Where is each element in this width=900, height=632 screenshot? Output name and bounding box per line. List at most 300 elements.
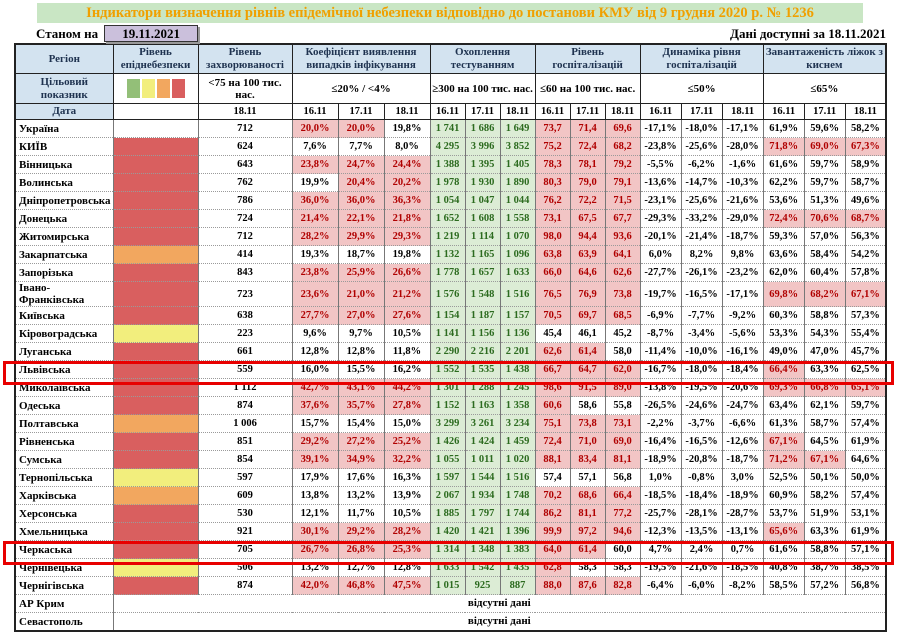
testing-cell: 2 201 <box>500 343 535 361</box>
hosp-dynamics-cell: -19,5% <box>640 559 681 577</box>
hospitalization-cell: 94,6 <box>605 523 640 541</box>
hospitalization-cell: 46,1 <box>570 325 605 343</box>
testing-cell: 1 011 <box>465 451 500 469</box>
detection-cell: 27,6% <box>384 307 430 325</box>
region-name: Кіровоградська <box>15 325 113 343</box>
oxygen-beds-cell: 61,9% <box>845 523 886 541</box>
table-row <box>15 415 886 433</box>
oxygen-beds-cell: 69,0% <box>804 138 845 156</box>
hospitalization-cell: 79,1 <box>605 174 640 192</box>
detection-cell: 34,9% <box>338 451 384 469</box>
hospitalization-cell: 67,5 <box>570 210 605 228</box>
oxygen-beds-cell: 53,1% <box>845 505 886 523</box>
hosp-dynamics-cell: -13,8% <box>640 379 681 397</box>
testing-cell: 2 067 <box>430 487 465 505</box>
testing-cell: 1 301 <box>430 379 465 397</box>
oxygen-beds-cell: 40,8% <box>763 559 804 577</box>
hosp-dynamics-cell: -6,0% <box>681 577 722 595</box>
oxygen-beds-cell: 63,6% <box>763 246 804 264</box>
hosp-dynamics-cell: -24,6% <box>681 397 722 415</box>
testing-cell: 1 608 <box>465 210 500 228</box>
detection-cell: 27,2% <box>338 433 384 451</box>
date-cell: 18.11 <box>605 104 640 120</box>
oxygen-beds-cell: 50,1% <box>804 469 845 487</box>
detection-cell: 12,8% <box>384 559 430 577</box>
region-name: Чернігівська <box>15 577 113 595</box>
hosp-dynamics-cell: -11,4% <box>640 343 681 361</box>
table-row <box>15 595 886 613</box>
testing-cell: 887 <box>500 577 535 595</box>
oxygen-beds-cell: 56,8% <box>845 577 886 595</box>
hospitalization-cell: 79,0 <box>570 174 605 192</box>
target-hosp-dynamics: ≤50% <box>640 74 763 104</box>
testing-cell: 1 163 <box>465 397 500 415</box>
oxygen-beds-cell: 50,0% <box>845 469 886 487</box>
testing-cell: 1 424 <box>465 433 500 451</box>
oxygen-beds-cell: 60,9% <box>763 487 804 505</box>
incidence-cell: 643 <box>198 156 292 174</box>
hosp-dynamics-cell: 0,7% <box>722 541 763 559</box>
table-row <box>15 138 886 156</box>
table-row <box>15 156 886 174</box>
danger-level-legend <box>113 74 198 104</box>
col-header-oxygen-beds: Завантаженість ліжок з киснем <box>763 44 886 74</box>
testing-cell: 1 930 <box>465 174 500 192</box>
hosp-dynamics-cell: 6,0% <box>640 246 681 264</box>
hospitalization-cell: 72,4 <box>570 138 605 156</box>
region-name: Одеська <box>15 397 113 415</box>
hospitalization-cell: 73,8 <box>570 415 605 433</box>
region-name: Черкаська <box>15 541 113 559</box>
date-cell-empty <box>113 104 198 120</box>
hospitalization-cell: 97,2 <box>570 523 605 541</box>
hosp-dynamics-cell: -18,4% <box>681 487 722 505</box>
hosp-dynamics-cell: 3,0% <box>722 469 763 487</box>
hosp-dynamics-cell: -21,6% <box>681 559 722 577</box>
testing-cell: 1 744 <box>500 505 535 523</box>
detection-cell: 20,4% <box>338 174 384 192</box>
detection-cell: 27,0% <box>338 307 384 325</box>
hosp-dynamics-cell: -14,7% <box>681 174 722 192</box>
danger-level-indicator <box>113 415 198 433</box>
date-cell: 17.11 <box>681 104 722 120</box>
hospitalization-cell: 58,3 <box>605 559 640 577</box>
table-row <box>15 577 886 595</box>
incidence-cell: 723 <box>198 282 292 307</box>
oxygen-beds-cell: 62,1% <box>804 397 845 415</box>
no-data-cell: відсутні дані <box>113 613 886 632</box>
hospitalization-cell: 94,4 <box>570 228 605 246</box>
incidence-cell: 414 <box>198 246 292 264</box>
testing-cell: 1 132 <box>430 246 465 264</box>
incidence-cell: 624 <box>198 138 292 156</box>
testing-cell: 1 157 <box>500 307 535 325</box>
page-title: Індикатори визначення рівнів епідемічної небезпеки відповідно до постанови КМУ від 9 грудня 2020 р. № 1236 <box>37 3 863 23</box>
table-row <box>15 451 886 469</box>
testing-cell: 1 748 <box>500 487 535 505</box>
no-data-cell: відсутні дані <box>113 595 886 613</box>
testing-cell: 1 597 <box>430 469 465 487</box>
hosp-dynamics-cell: -16,5% <box>681 433 722 451</box>
hospitalization-cell: 70,5 <box>535 307 570 325</box>
detection-cell: 7,7% <box>338 138 384 156</box>
hosp-dynamics-cell: -10,3% <box>722 174 763 192</box>
incidence-cell: 854 <box>198 451 292 469</box>
hosp-dynamics-cell: -25,6% <box>681 138 722 156</box>
danger-level-indicator <box>113 541 198 559</box>
hosp-dynamics-cell: -16,5% <box>681 282 722 307</box>
hospitalization-cell: 45,4 <box>535 325 570 343</box>
oxygen-beds-cell: 56,3% <box>845 228 886 246</box>
oxygen-beds-cell: 57,2% <box>804 577 845 595</box>
hospitalization-cell: 58,6 <box>570 397 605 415</box>
region-name: Миколаївська <box>15 379 113 397</box>
hospitalization-cell: 71,4 <box>570 120 605 138</box>
detection-cell: 13,2% <box>292 559 338 577</box>
hospitalization-cell: 69,7 <box>570 307 605 325</box>
detection-cell: 22,1% <box>338 210 384 228</box>
hospitalization-cell: 81,1 <box>570 505 605 523</box>
detection-cell: 23,6% <box>292 282 338 307</box>
danger-level-indicator <box>113 282 198 307</box>
oxygen-beds-cell: 49,0% <box>763 343 804 361</box>
incidence-cell: 843 <box>198 264 292 282</box>
oxygen-beds-cell: 54,2% <box>845 246 886 264</box>
hospitalization-cell: 75,2 <box>535 138 570 156</box>
hospitalization-cell: 55,8 <box>605 397 640 415</box>
hosp-dynamics-cell: -29,3% <box>640 210 681 228</box>
testing-cell: 1 096 <box>500 246 535 264</box>
testing-cell: 1 426 <box>430 433 465 451</box>
region-name: Чернівецька <box>15 559 113 577</box>
target-hospitalization: ≤60 на 100 тис. нас. <box>535 74 640 104</box>
detection-cell: 11,8% <box>384 343 430 361</box>
detection-cell: 24,7% <box>338 156 384 174</box>
hosp-dynamics-cell: -25,7% <box>640 505 681 523</box>
hospitalization-cell: 66,0 <box>535 264 570 282</box>
date-cell: 17.11 <box>465 104 500 120</box>
hosp-dynamics-cell: -6,4% <box>640 577 681 595</box>
col-header-testing: Охоплення тестуванням <box>430 44 535 74</box>
detection-cell: 15,0% <box>384 415 430 433</box>
oxygen-beds-cell: 59,3% <box>763 228 804 246</box>
detection-cell: 37,6% <box>292 397 338 415</box>
testing-cell: 1 934 <box>465 487 500 505</box>
hosp-dynamics-cell: -20,1% <box>640 228 681 246</box>
testing-cell: 1 152 <box>430 397 465 415</box>
testing-cell: 3 852 <box>500 138 535 156</box>
oxygen-beds-cell: 58,5% <box>763 577 804 595</box>
hosp-dynamics-cell: -27,7% <box>640 264 681 282</box>
testing-cell: 1 136 <box>500 325 535 343</box>
incidence-cell: 705 <box>198 541 292 559</box>
hosp-dynamics-cell: -12,6% <box>722 433 763 451</box>
hospitalization-cell: 56,8 <box>605 469 640 487</box>
detection-cell: 9,7% <box>338 325 384 343</box>
testing-cell: 1 544 <box>465 469 500 487</box>
danger-level-indicator <box>113 325 198 343</box>
testing-cell: 1 552 <box>430 361 465 379</box>
table-row <box>15 192 886 210</box>
region-name: Харківська <box>15 487 113 505</box>
oxygen-beds-cell: 64,6% <box>845 451 886 469</box>
detection-cell: 29,9% <box>338 228 384 246</box>
hosp-dynamics-cell: 8,2% <box>681 246 722 264</box>
hospitalization-cell: 61,4 <box>570 541 605 559</box>
hospitalization-cell: 71,5 <box>605 192 640 210</box>
detection-cell: 7,6% <box>292 138 338 156</box>
region-name: Житомирська <box>15 228 113 246</box>
date-row-label: Дата <box>15 104 113 120</box>
incidence-cell: 559 <box>198 361 292 379</box>
oxygen-beds-cell: 61,9% <box>845 433 886 451</box>
table-row <box>15 505 886 523</box>
detection-cell: 21,0% <box>338 282 384 307</box>
table-row <box>15 246 886 264</box>
hospitalization-cell: 68,5 <box>605 307 640 325</box>
incidence-cell: 1 006 <box>198 415 292 433</box>
region-name: Тернопільська <box>15 469 113 487</box>
oxygen-beds-cell: 62,5% <box>845 361 886 379</box>
danger-level-indicator <box>113 307 198 325</box>
oxygen-beds-cell: 69,8% <box>763 282 804 307</box>
detection-cell: 27,7% <box>292 307 338 325</box>
oxygen-beds-cell: 72,4% <box>763 210 804 228</box>
testing-cell: 1 219 <box>430 228 465 246</box>
date-cell: 18.11 <box>198 104 292 120</box>
hospitalization-cell: 88,0 <box>535 577 570 595</box>
hospitalization-cell: 61,4 <box>570 343 605 361</box>
testing-cell: 1 438 <box>500 361 535 379</box>
region-name: Україна <box>15 120 113 138</box>
hosp-dynamics-cell: -19,7% <box>640 282 681 307</box>
oxygen-beds-cell: 62,2% <box>763 174 804 192</box>
group-header-row <box>15 44 886 74</box>
oxygen-beds-cell: 38,7% <box>804 559 845 577</box>
detection-cell: 16,0% <box>292 361 338 379</box>
region-name: Волинська <box>15 174 113 192</box>
hospitalization-cell: 78,3 <box>535 156 570 174</box>
danger-level-indicator <box>113 228 198 246</box>
date-row <box>15 104 886 120</box>
hosp-dynamics-cell: -18,7% <box>722 228 763 246</box>
hosp-dynamics-cell: -19,5% <box>681 379 722 397</box>
hosp-dynamics-cell: -28,7% <box>722 505 763 523</box>
hosp-dynamics-cell: -33,2% <box>681 210 722 228</box>
table-row <box>15 361 886 379</box>
hosp-dynamics-cell: -18,9% <box>640 451 681 469</box>
hosp-dynamics-cell: -5,6% <box>722 325 763 343</box>
incidence-cell: 712 <box>198 120 292 138</box>
hosp-dynamics-cell: -7,7% <box>681 307 722 325</box>
detection-cell: 28,2% <box>384 523 430 541</box>
danger-level-indicator <box>113 174 198 192</box>
hosp-dynamics-cell: 9,8% <box>722 246 763 264</box>
testing-cell: 1 358 <box>500 397 535 415</box>
oxygen-beds-cell: 63,3% <box>804 361 845 379</box>
detection-cell: 9,6% <box>292 325 338 343</box>
danger-level-indicator <box>113 343 198 361</box>
testing-cell: 1 015 <box>430 577 465 595</box>
oxygen-beds-cell: 71,2% <box>763 451 804 469</box>
testing-cell: 1 885 <box>430 505 465 523</box>
detection-cell: 16,2% <box>384 361 430 379</box>
danger-level-indicator <box>113 469 198 487</box>
danger-level-indicator <box>113 451 198 469</box>
detection-cell: 30,1% <box>292 523 338 541</box>
testing-cell: 1 383 <box>500 541 535 559</box>
incidence-cell: 223 <box>198 325 292 343</box>
detection-cell: 18,7% <box>338 246 384 264</box>
testing-cell: 1 778 <box>430 264 465 282</box>
oxygen-beds-cell: 67,3% <box>845 138 886 156</box>
table-row <box>15 264 886 282</box>
region-name: Запорізька <box>15 264 113 282</box>
detection-cell: 29,3% <box>384 228 430 246</box>
region-name: Сумська <box>15 451 113 469</box>
table-row <box>15 433 886 451</box>
hosp-dynamics-cell: -3,7% <box>681 415 722 433</box>
testing-cell: 3 299 <box>430 415 465 433</box>
incidence-cell: 506 <box>198 559 292 577</box>
hosp-dynamics-cell: 4,7% <box>640 541 681 559</box>
oxygen-beds-cell: 58,2% <box>804 487 845 505</box>
hospitalization-cell: 88,1 <box>535 451 570 469</box>
detection-cell: 21,2% <box>384 282 430 307</box>
incidence-cell: 1 112 <box>198 379 292 397</box>
oxygen-beds-cell: 59,7% <box>804 156 845 174</box>
testing-cell: 1 558 <box>500 210 535 228</box>
detection-cell: 35,7% <box>338 397 384 415</box>
oxygen-beds-cell: 57,4% <box>845 415 886 433</box>
detection-cell: 12,8% <box>338 343 384 361</box>
col-header-region: Регіон <box>15 44 113 74</box>
testing-cell: 1 156 <box>465 325 500 343</box>
hospitalization-cell: 69,0 <box>605 433 640 451</box>
hospitalization-cell: 57,4 <box>535 469 570 487</box>
danger-level-indicator <box>113 433 198 451</box>
testing-cell: 1 047 <box>465 192 500 210</box>
hospitalization-cell: 83,4 <box>570 451 605 469</box>
date-cell: 16.11 <box>763 104 804 120</box>
oxygen-beds-cell: 57,1% <box>845 541 886 559</box>
testing-cell: 1 141 <box>430 325 465 343</box>
hospitalization-cell: 99,9 <box>535 523 570 541</box>
indicators-table <box>14 43 887 632</box>
oxygen-beds-cell: 58,7% <box>845 174 886 192</box>
hospitalization-cell: 86,2 <box>535 505 570 523</box>
hosp-dynamics-cell: -5,5% <box>640 156 681 174</box>
danger-level-indicator <box>113 523 198 541</box>
legend-orange-square <box>157 79 170 98</box>
hospitalization-cell: 64,7 <box>570 361 605 379</box>
hospitalization-cell: 63,9 <box>570 246 605 264</box>
testing-cell: 1 576 <box>430 282 465 307</box>
detection-cell: 15,4% <box>338 415 384 433</box>
detection-cell: 36,0% <box>292 192 338 210</box>
oxygen-beds-cell: 60,3% <box>763 307 804 325</box>
oxygen-beds-cell: 57,4% <box>845 487 886 505</box>
hosp-dynamics-cell: -18,0% <box>681 120 722 138</box>
detection-cell: 26,7% <box>292 541 338 559</box>
danger-level-indicator <box>113 210 198 228</box>
oxygen-beds-cell: 58,9% <box>845 156 886 174</box>
testing-cell: 1 978 <box>430 174 465 192</box>
detection-cell: 15,7% <box>292 415 338 433</box>
hosp-dynamics-cell: -16,4% <box>640 433 681 451</box>
detection-cell: 19,8% <box>384 246 430 264</box>
hosp-dynamics-cell: -3,4% <box>681 325 722 343</box>
testing-cell: 1 459 <box>500 433 535 451</box>
detection-cell: 42,7% <box>292 379 338 397</box>
detection-cell: 43,1% <box>338 379 384 397</box>
incidence-cell: 874 <box>198 397 292 415</box>
hospitalization-cell: 76,5 <box>535 282 570 307</box>
hospitalization-cell: 73,7 <box>535 120 570 138</box>
oxygen-beds-cell: 71,8% <box>763 138 804 156</box>
date-cell: 18.11 <box>845 104 886 120</box>
col-header-incidence: Рівень захворюваності <box>198 44 292 74</box>
oxygen-beds-cell: 53,3% <box>763 325 804 343</box>
danger-level-indicator <box>113 138 198 156</box>
table-row <box>15 228 886 246</box>
as-of-label: Станом на <box>36 25 99 41</box>
hosp-dynamics-cell: -13,5% <box>681 523 722 541</box>
detection-cell: 17,9% <box>292 469 338 487</box>
detection-cell: 36,3% <box>384 192 430 210</box>
danger-level-indicator <box>113 361 198 379</box>
table-row <box>15 120 886 138</box>
incidence-cell: 609 <box>198 487 292 505</box>
oxygen-beds-cell: 38,5% <box>845 559 886 577</box>
incidence-cell: 597 <box>198 469 292 487</box>
date-cell: 17.11 <box>570 104 605 120</box>
region-name: Вінницька <box>15 156 113 174</box>
testing-cell: 1 633 <box>500 264 535 282</box>
danger-level-indicator <box>113 505 198 523</box>
legend-yellow-square <box>142 79 155 98</box>
hospitalization-cell: 69,6 <box>605 120 640 138</box>
region-name: Закарпатська <box>15 246 113 264</box>
table-body <box>15 120 886 632</box>
detection-cell: 42,0% <box>292 577 338 595</box>
testing-cell: 925 <box>465 577 500 595</box>
incidence-cell: 724 <box>198 210 292 228</box>
detection-cell: 17,6% <box>338 469 384 487</box>
oxygen-beds-cell: 66,8% <box>804 379 845 397</box>
date-cell: 18.11 <box>500 104 535 120</box>
danger-level-indicator <box>113 264 198 282</box>
testing-cell: 1 114 <box>465 228 500 246</box>
hosp-dynamics-cell: -16,7% <box>640 361 681 379</box>
testing-cell: 2 216 <box>465 343 500 361</box>
hospitalization-cell: 77,2 <box>605 505 640 523</box>
hospitalization-cell: 64,0 <box>535 541 570 559</box>
region-name: Дніпропетровська <box>15 192 113 210</box>
oxygen-beds-cell: 52,5% <box>763 469 804 487</box>
detection-cell: 46,8% <box>338 577 384 595</box>
table-row <box>15 210 886 228</box>
table-row <box>15 174 886 192</box>
testing-cell: 1 245 <box>500 379 535 397</box>
hospitalization-cell: 58,3 <box>570 559 605 577</box>
testing-cell: 2 290 <box>430 343 465 361</box>
incidence-cell: 921 <box>198 523 292 541</box>
testing-cell: 1 348 <box>465 541 500 559</box>
hosp-dynamics-cell: -6,6% <box>722 415 763 433</box>
oxygen-beds-cell: 61,6% <box>763 541 804 559</box>
testing-cell: 1 020 <box>500 451 535 469</box>
